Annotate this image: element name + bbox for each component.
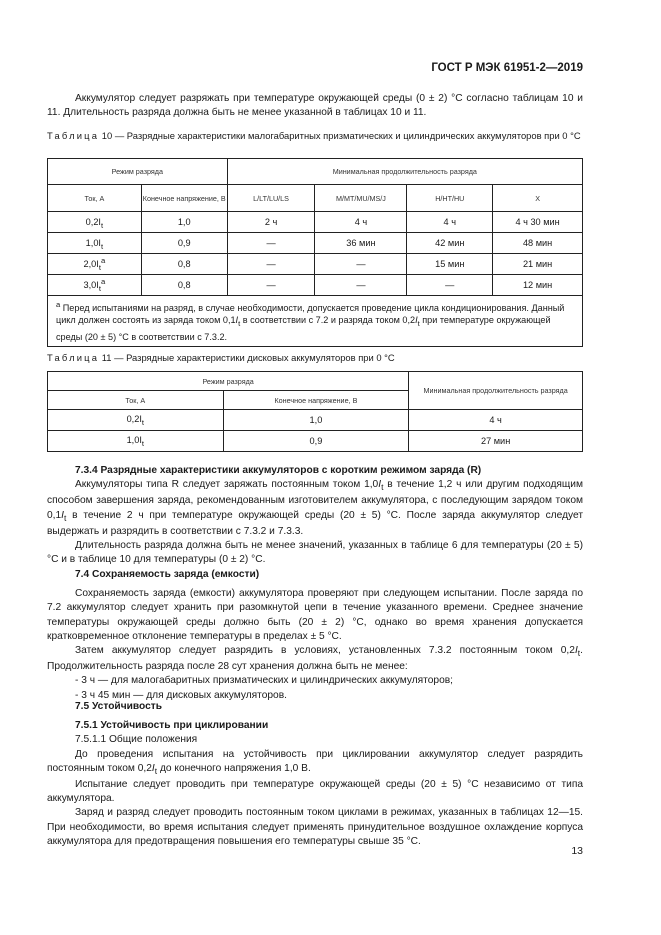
table10-footnote: $^a$ Перед испытаниями на разряд, в случае необходимости, допускается проведение цикла кондиционирования. Данный цикл должен состоять из заряда током $0,1I_t$ в соответствии с 7.2 и разряда током $0,2I_t$ при температуре окружающей среды (20 ± 5) °C в соответствии с 7.3.2.	[48, 296, 583, 347]
s75-paragraph-3: Заряд и разряд следует проводить постоянным током циклами в режимах, указанных в таблицах 12—15. При необходимости, во время испытания следует применять принудительное воздушное охлаждение корпуса аккумулятора для предотвращения повышения его температуры свыше 35 °C.	[47, 807, 583, 847]
table-row	[48, 233, 583, 254]
t10-group-right: Минимальная продолжительность разряда	[227, 159, 582, 185]
t10-r1-current: $1,0I_t$	[48, 233, 142, 254]
table-row	[48, 212, 583, 233]
t10-r2-v2: 15 мин	[407, 254, 493, 275]
t10-r0-v1: 4 ч	[315, 212, 407, 233]
table10	[47, 158, 583, 347]
t10-r3-v1: —	[315, 275, 407, 296]
t10-r0-v3: 4 ч 30 мин	[493, 212, 583, 233]
table10-caption	[47, 129, 587, 142]
document-id: ГОСТ Р МЭК 61951-2—2019	[431, 62, 583, 74]
s75-paragraph-2: Испытание следует проводить при температуре окружающей среды (20 ± 5) °C независимо от типа аккумулятора.	[47, 779, 583, 805]
t10-r0-current: $0,2I_t$	[48, 212, 142, 233]
table-row	[48, 254, 583, 275]
table10-caption-word: Таблица	[47, 130, 100, 141]
t10-r1-v2: 42 мин	[407, 233, 493, 254]
t10-r3-voltage: 0,8	[141, 275, 227, 296]
s75-heading: 7.5 Устойчивость	[75, 701, 163, 712]
t10-r0-v2: 4 ч	[407, 212, 493, 233]
t10-r1-v0: —	[227, 233, 315, 254]
t11-col-voltage: Конечное напряжение, В	[223, 391, 409, 410]
t10-r3-v2: —	[407, 275, 493, 296]
table11-caption-word: Таблица	[47, 352, 100, 363]
s734-paragraph-1: Аккумуляторы типа R следует заряжать постоянным током $1,0I_t$ в течение 1,2 ч или другим подходящим способом завершения заряда, рекомендованным изготовителем аккумулятора, с последующим зарядом током $0,1I_t$ в течение 2 ч при температуре окружающей среды (20 ± 5) °C. После заряда аккумулятор следует выдержать и разрядить в соответствии с 7.3.2 и 7.3.3.	[47, 479, 583, 537]
page-number: 13	[571, 845, 583, 857]
t11-r0-voltage: 1,0	[223, 410, 409, 431]
table11	[47, 371, 583, 452]
t11-r1-voltage: 0,9	[223, 431, 409, 452]
section-734	[47, 464, 583, 567]
s74-bullet-2: - 3 ч 45 мин — для дисковых аккумуляторов.	[75, 689, 287, 701]
t11-r1-val: 27 мин	[409, 431, 583, 452]
t10-r0-v0: 2 ч	[227, 212, 315, 233]
intro-block	[47, 92, 583, 120]
table-row	[48, 275, 583, 296]
t11-group-left: Режим разряда	[48, 372, 409, 391]
t10-r2-v0: —	[227, 254, 315, 275]
t10-group-left: Режим разряда	[48, 159, 228, 185]
s7511-heading: 7.5.1.1 Общие положения	[75, 734, 198, 746]
s74-bullet-1: - 3 ч — для малогабаритных призматических и цилиндрических аккумуляторов;	[75, 675, 453, 687]
t10-col-voltage: Конечное напряжение, В	[141, 185, 227, 212]
s74-paragraph-2: Затем аккумулятор следует разрядить в условиях, установленных 7.3.2 постоянным током $0,2I_t$. Продолжительность разряда после 28 сут хранения должна быть не менее:	[47, 645, 583, 673]
s734-paragraph-2: Длительность разряда должна быть не менее значений, указанных в таблице 6 для температуры (20 ± 5) °C и в таблице 10 для температуры (0 ± 2) °C.	[47, 540, 583, 566]
table11-caption-text: 11 — Разрядные характеристики дисковых аккумуляторов при 0 °C	[101, 352, 395, 363]
t10-r1-v3: 48 мин	[493, 233, 583, 254]
s74-heading: 7.4 Сохраняемость заряда (емкости)	[75, 569, 260, 580]
section-74	[47, 568, 583, 703]
t11-r0-val: 4 ч	[409, 410, 583, 431]
t10-r1-voltage: 0,9	[141, 233, 227, 254]
t10-r0-voltage: 1,0	[141, 212, 227, 233]
t10-r3-v0: —	[227, 275, 315, 296]
t11-r0-current: $0,2I_t$	[48, 410, 224, 431]
section-75	[47, 700, 583, 849]
t11-group-right: Минимальная продолжительность разряда	[409, 372, 583, 410]
t10-r2-voltage: 0,8	[141, 254, 227, 275]
t10-r2-v3: 21 мин	[493, 254, 583, 275]
s74-paragraph-1: Сохраняемость заряда (емкости) аккумулятора проверяют при следующем испытании. После заряда по 7.2 аккумулятор следует хранить при разомкнутой цепи в течение указанного времени. Среднее значение температуры окружающей среды должно быть (20 ± 2) °C, однако во время хранения допускается кратковременное отклонение температуры в пределах ± 5 °C.	[47, 588, 583, 642]
s75-paragraph-1: До проведения испытания на устойчивость при циклировании аккумулятор следует разрядить постоянным током $0,2I_t$ до конечного напряжения 1,0 В.	[47, 748, 583, 776]
t10-col-current: Ток, А	[48, 185, 142, 212]
table10-caption-text: 10 — Разрядные характеристики малогабаритных призматических и цилиндрических аккумуляторов при 0 °C	[101, 130, 581, 141]
t10-r1-v1: 36 мин	[315, 233, 407, 254]
table-row	[48, 431, 583, 452]
t10-type-3: X	[493, 185, 583, 212]
table11-caption	[47, 351, 587, 364]
t10-type-0: L/LT/LU/LS	[227, 185, 315, 212]
s734-heading: 7.3.4 Разрядные характеристики аккумуляторов с коротким режимом заряда (R)	[75, 465, 482, 476]
t11-r1-current: $1,0I_t$	[48, 431, 224, 452]
t10-r3-v3: 12 мин	[493, 275, 583, 296]
table-row	[48, 410, 583, 431]
t10-r2-v1: —	[315, 254, 407, 275]
s751-heading: 7.5.1 Устойчивость при циклировании	[75, 720, 269, 732]
t10-type-2: H/HT/HU	[407, 185, 493, 212]
t11-col-current: Ток, А	[48, 391, 224, 410]
intro-paragraph: Аккумулятор следует разряжать при температуре окружающей среды (0 ± 2) °C согласно таблицам 10 и 11. Длительность разряда должна быть не менее указанной в таблицах 10 и 11.	[47, 93, 583, 119]
t10-r3-current: $3,0I_t^a$	[48, 275, 142, 296]
t10-r2-current: $2,0I_t^a$	[48, 254, 142, 275]
t10-type-1: M/MT/MU/MS/J	[315, 185, 407, 212]
